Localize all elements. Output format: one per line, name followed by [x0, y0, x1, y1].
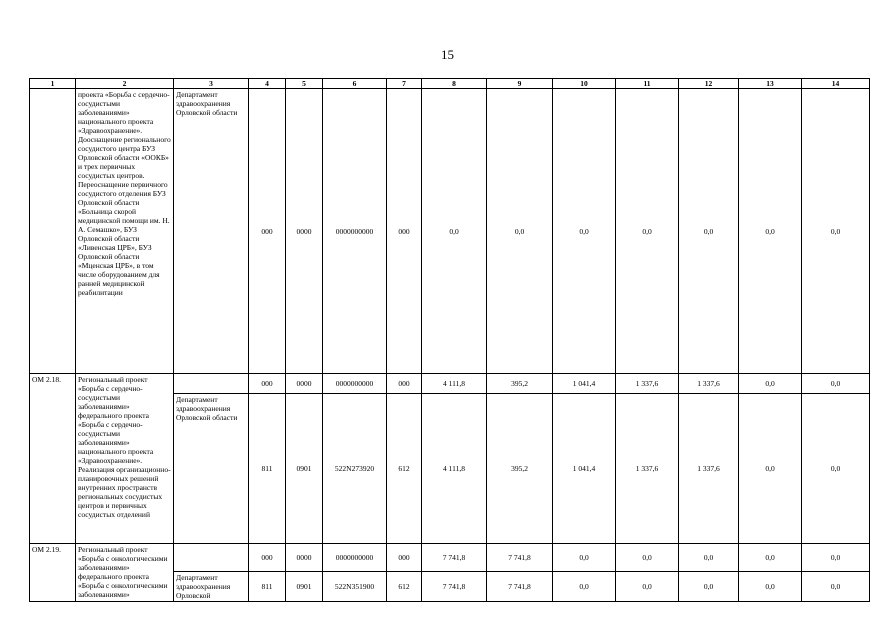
executor-cell [174, 374, 249, 394]
header-cell: 5 [286, 79, 323, 89]
value-cell: 4 111,8 [422, 374, 487, 394]
header-cell: 9 [487, 79, 553, 89]
header-cell: 13 [739, 79, 802, 89]
table-row [30, 374, 870, 394]
value-cell: 0,0 [487, 89, 553, 374]
header-cell: 8 [422, 79, 487, 89]
value-cell: 0000 [286, 374, 323, 394]
header-cell: 6 [323, 79, 387, 89]
value-cell: 0,0 [739, 394, 802, 544]
value-cell: 811 [249, 572, 286, 602]
value-cell: 000 [249, 89, 286, 374]
value-cell: 0000000000 [323, 89, 387, 374]
value-cell: 0,0 [616, 89, 679, 374]
value-cell: 0901 [286, 394, 323, 544]
value-cell: 0,0 [553, 572, 616, 602]
value-cell: 1 337,6 [679, 394, 739, 544]
value-cell: 0,0 [679, 572, 739, 602]
value-cell: 1 041,4 [553, 394, 616, 544]
value-cell: 0000 [286, 544, 323, 572]
value-cell: 0,0 [739, 374, 802, 394]
measure-code-cell: ОМ 2.18. [30, 374, 76, 544]
executor-cell: Департамент здравоохранения Орловской области [174, 394, 249, 544]
value-cell: 1 337,6 [679, 374, 739, 394]
value-cell: 000 [249, 374, 286, 394]
value-cell: 0,0 [802, 544, 870, 572]
value-cell: 0,0 [802, 374, 870, 394]
value-cell: 0000000000 [323, 544, 387, 572]
value-cell: 1 041,4 [553, 374, 616, 394]
executor-cell [174, 544, 249, 572]
header-cell: 10 [553, 79, 616, 89]
value-cell: 811 [249, 394, 286, 544]
value-cell: 0,0 [802, 394, 870, 544]
header-cell: 11 [616, 79, 679, 89]
value-cell: 612 [387, 572, 422, 602]
header-cell: 12 [679, 79, 739, 89]
page-number: 15 [441, 47, 454, 62]
measure-description: Региональный проект «Борьба с онкологическими заболеваниями» федерального проекта «Борьба с онкологическими заболеваниями» [76, 544, 174, 602]
executor-cell: Департамент здравоохранения Орловской области [174, 89, 249, 374]
value-cell: 7 741,8 [487, 572, 553, 602]
value-cell: 0,0 [616, 544, 679, 572]
value-cell: 395,2 [487, 374, 553, 394]
value-cell: 0,0 [802, 572, 870, 602]
header-cell: 1 [30, 79, 76, 89]
value-cell: 0000 [286, 89, 323, 374]
measure-description: Региональный проект «Борьба с сердечно-сосудистыми заболеваниями» федерального проекта «Борьба с сердечно-сосудистыми заболеваниями» национального проекта «Здравоохранение». Реализация организационно-планировочных решений внутренних пространств региональных сосудистых центров и первичных сосудистых отделений [76, 374, 174, 544]
value-cell: 7 741,8 [487, 544, 553, 572]
header-cell: 2 [76, 79, 174, 89]
value-cell: 0,0 [679, 544, 739, 572]
header-cell: 14 [802, 79, 870, 89]
value-cell: 7 741,8 [422, 544, 487, 572]
table-row [30, 544, 870, 572]
value-cell: 0,0 [422, 89, 487, 374]
value-cell: 0,0 [739, 572, 802, 602]
measure-code-cell: ОМ 2.19. [30, 544, 76, 602]
value-cell: 000 [249, 544, 286, 572]
value-cell: 0,0 [739, 89, 802, 374]
value-cell: 000 [387, 374, 422, 394]
value-cell: 000 [387, 544, 422, 572]
table-row [30, 89, 870, 374]
value-cell: 0,0 [739, 544, 802, 572]
value-cell: 612 [387, 394, 422, 544]
value-cell: 0901 [286, 572, 323, 602]
value-cell: 0,0 [679, 89, 739, 374]
value-cell: 0,0 [616, 572, 679, 602]
column-number-row [30, 79, 870, 89]
value-cell: 0,0 [802, 89, 870, 374]
value-cell: 7 741,8 [422, 572, 487, 602]
header-cell: 3 [174, 79, 249, 89]
value-cell: 0,0 [553, 89, 616, 374]
value-cell: 1 337,6 [616, 394, 679, 544]
value-cell: 395,2 [487, 394, 553, 544]
header-cell: 7 [387, 79, 422, 89]
value-cell: 000 [387, 89, 422, 374]
measure-code-cell [30, 89, 76, 374]
value-cell: 522N273920 [323, 394, 387, 544]
header-cell: 4 [249, 79, 286, 89]
value-cell: 522N351900 [323, 572, 387, 602]
measure-description: проекта «Борьба с сердечно-сосудистыми заболеваниями» национального проекта «Здравоохранение». Дооснащение регионального сосудистого центра БУЗ Орловской области «ООКБ» и трех первичных сосудистых центров. Переоснащение первичного сосудистого отделения БУЗ Орловской области «Больница скорой медицинской помощи им. Н. А. Семашко», БУЗ Орловской области «Ливенская ЦРБ», БУЗ Орловской области «Мценская ЦРБ», в том числе оборудованием для ранней медицинской реабилитации [76, 89, 174, 374]
value-cell: 0000000000 [323, 374, 387, 394]
executor-cell: Департамент здравоохранения Орловской [174, 572, 249, 602]
value-cell: 0,0 [553, 544, 616, 572]
budget-table [29, 78, 870, 602]
value-cell: 4 111,8 [422, 394, 487, 544]
value-cell: 1 337,6 [616, 374, 679, 394]
